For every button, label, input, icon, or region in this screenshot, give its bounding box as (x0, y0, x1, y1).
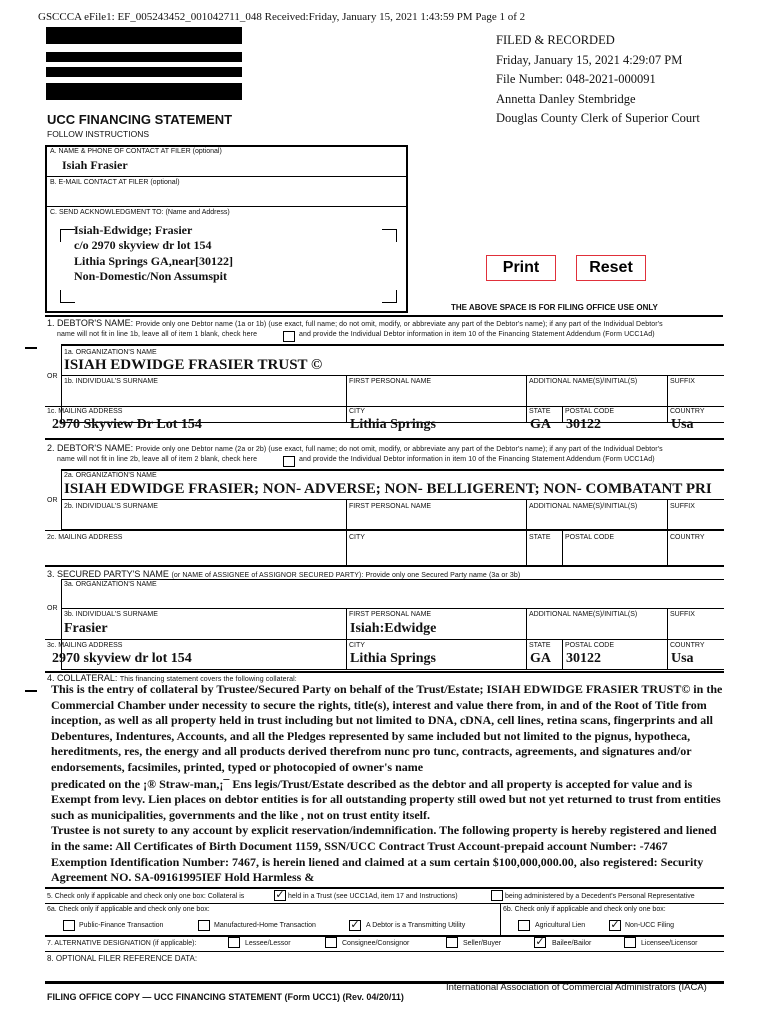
debtor1-country-value[interactable]: Usa (671, 417, 694, 432)
debtor1-mail-label: 1c. MAILING ADDRESS (47, 408, 123, 415)
item8-label: 8. OPTIONAL FILER REFERENCE DATA: (47, 954, 198, 963)
ack-line: Non-Domestic/Non Assumspit (74, 268, 228, 283)
debtor1-postal-value[interactable]: 30122 (566, 417, 601, 432)
debtor1-addl-label: ADDITIONAL NAME(S)/INITIAL(S) (529, 378, 638, 385)
bailee-checkbox[interactable] (534, 937, 546, 948)
debtor1-postal-label: POSTAL CODE (565, 408, 615, 415)
check-mark-icon: ✓ (610, 919, 620, 931)
agricultural-lien-checkbox[interactable] (518, 920, 530, 931)
public-finance-checkbox[interactable] (63, 920, 75, 931)
redaction-bar (46, 52, 242, 62)
corner-mark (60, 229, 75, 242)
email-label: B. E-MAIL CONTACT AT FILER (optional) (50, 179, 180, 186)
debtor2-org-clip (64, 481, 722, 498)
debtor1-first-label: FIRST PERSONAL NAME (349, 378, 432, 385)
footer-left: FILING OFFICE COPY — UCC FINANCING STATEMENT (Form UCC1) (Rev. 04/20/11) (47, 992, 404, 1002)
redaction-bar (46, 67, 242, 77)
filer-reference-field[interactable] (45, 965, 724, 979)
check-mark-icon: ✓ (275, 889, 285, 901)
or-label: OR (47, 497, 58, 504)
filed-line: Douglas County Clerk of Superior Court (496, 111, 700, 125)
debtor2-instr2: and provide the Individual Debtor information in item 10 of the Financing Statement Addendum (Form UCC1Ad) (299, 456, 655, 463)
decedent-checkbox[interactable] (491, 890, 503, 901)
debtor2-first-label: FIRST PERSONAL NAME (349, 503, 432, 510)
filed-line: Annetta Danley Stembridge (496, 91, 636, 106)
debtor1-heading: 1. DEBTOR'S NAME: Provide only one Debtor name (1a or 1b) (use exact, full name; do not omit, modify, or abbreviate any part of the Debtor's name); if any part of the Individual Debtor's (47, 318, 663, 328)
filed-line: Friday, January 15, 2021 4:29:07 PM (496, 52, 683, 67)
debtor1-org-label: 1a. ORGANIZATION'S NAME (64, 349, 157, 356)
check-mark-icon: ✓ (535, 936, 545, 948)
secured-postal-label: POSTAL CODE (565, 642, 615, 649)
public-finance-label: Public-Finance Transaction (79, 922, 164, 929)
print-button[interactable]: Print (486, 255, 556, 281)
debtor1-country-label: COUNTRY (670, 408, 705, 415)
transmitting-utility-label: A Debtor is a Transmitting Utility (366, 922, 466, 929)
debtor2-state-label: STATE (529, 534, 551, 541)
debtor1-state-label: STATE (529, 408, 551, 415)
debtor1-instr: name will not fit in line 1b, leave all of item 1 blank, check here (57, 331, 258, 338)
secured-mail-value[interactable]: 2970 skyview dr lot 154 (52, 651, 192, 666)
debtor2-org-name[interactable]: ISIAH EDWIDGE FRASIER; NON- ADVERSE; NON- BELLIGERENT; NON- COMBATANT PRI (64, 481, 712, 497)
item5-label: 5. Check only if applicable and check only one box: Collateral is (47, 893, 245, 900)
secured-mail-label: 3c. MAILING ADDRESS (47, 642, 123, 649)
debtor1-org-name[interactable]: ISIAH EDWIDGE FRASIER TRUST © (64, 357, 323, 373)
debtor2-mail-label: 2c. MAILING ADDRESS (47, 534, 123, 541)
ack-line: c/o 2970 skyview dr lot 154 (74, 238, 212, 253)
debtor2-heading: 2. DEBTOR'S NAME: Provide only one Debtor name (2a or 2b) (use exact, full name; do not omit, modify, or abbreviate any part of the Debtor's name); if any part of the Individual Debtor's (47, 443, 663, 453)
bailee-label: Bailee/Bailor (552, 940, 592, 947)
debtor1-city-label: CITY (349, 408, 365, 415)
debtor2-surname-label: 2b. INDIVIDUAL'S SURNAME (64, 503, 158, 510)
consignee-label: Consignee/Consignor (342, 940, 410, 947)
corner-mark (382, 229, 397, 242)
secured-city-value[interactable]: Lithia Springs (350, 651, 436, 666)
margin-dash (25, 690, 37, 692)
non-ucc-checkbox[interactable] (609, 920, 621, 931)
debtor1-blank-checkbox[interactable] (283, 331, 295, 342)
debtor1-instr2: and provide the Individual Debtor information in item 10 of the Financing Statement Addendum (Form UCC1Ad) (299, 331, 655, 338)
secured-city-label: CITY (349, 642, 365, 649)
lessee-checkbox[interactable] (228, 937, 240, 948)
secured-addl-label: ADDITIONAL NAME(S)/INITIAL(S) (529, 611, 638, 618)
seller-checkbox[interactable] (446, 937, 458, 948)
item6a-label: 6a. Check only if applicable and check only one box: (47, 906, 210, 913)
seller-label: Seller/Buyer (463, 940, 502, 947)
debtor1-state-value[interactable]: GA (530, 417, 551, 432)
licensee-checkbox[interactable] (624, 937, 636, 948)
debtor2-suffix-label: SUFFIX (670, 503, 695, 510)
secured-country-label: COUNTRY (670, 642, 705, 649)
transmitting-utility-checkbox[interactable] (349, 920, 361, 931)
debtor2-blank-checkbox[interactable] (283, 456, 295, 467)
collateral-heading: 4. COLLATERAL: This financing statement covers the following collateral: (47, 673, 297, 683)
agricultural-lien-label: Agricultural Lien (535, 922, 586, 929)
secured-state-label: STATE (529, 642, 551, 649)
secured-suffix-label: SUFFIX (670, 611, 695, 618)
collateral-text[interactable] (51, 682, 723, 886)
form-title: UCC FINANCING STATEMENT (47, 112, 233, 127)
efile-header: GSCCCA eFile1: EF_005243452_001042711_048 Received:Friday, January 15, 2021 1:43:59 PM Page 1 of 2 (38, 11, 526, 23)
consignee-checkbox[interactable] (325, 937, 337, 948)
secured-surname-label: 3b. INDIVIDUAL'S SURNAME (64, 611, 158, 618)
debtor2-instr: name will not fit in line 2b, leave all of item 2 blank, check here (57, 456, 258, 463)
redaction-bar (46, 27, 242, 44)
redaction-bar (46, 83, 242, 100)
ack-label: C. SEND ACKNOWLEDGMENT TO: (Name and Address) (50, 209, 230, 216)
margin-dash (25, 347, 37, 349)
manufactured-home-label: Manufactured-Home Transaction (214, 922, 316, 929)
contact-name-value[interactable]: Isiah Frasier (62, 158, 128, 172)
footer-right: International Association of Commercial Administrators (IACA) (446, 982, 707, 993)
check-mark-icon: ✓ (350, 919, 360, 931)
manufactured-home-checkbox[interactable] (198, 920, 210, 931)
follow-instructions: FOLLOW INSTRUCTIONS (47, 129, 150, 139)
secured-first-value[interactable]: Isiah:Edwidge (350, 621, 437, 636)
contact-name-label: A. NAME & PHONE OF CONTACT AT FILER (optional) (50, 148, 222, 155)
licensee-label: Licensee/Licensor (641, 940, 698, 947)
debtor2-city-label: CITY (349, 534, 365, 541)
ack-line: Isiah-Edwidge; Frasier (74, 223, 193, 237)
filing-office-note: THE ABOVE SPACE IS FOR FILING OFFICE USE ONLY (451, 303, 658, 312)
or-label: OR (47, 373, 58, 380)
debtor2-country-label: COUNTRY (670, 534, 705, 541)
secured-heading: 3. SECURED PARTY'S NAME (or NAME of ASSIGNEE of ASSIGNOR SECURED PARTY): Provide only one Secured Party name (3a or 3b) (47, 569, 521, 579)
debtor1-surname-label: 1b. INDIVIDUAL'S SURNAME (64, 378, 158, 385)
debtor1-suffix-label: SUFFIX (670, 378, 695, 385)
secured-org-label: 3a. ORGANIZATION'S NAME (64, 581, 157, 588)
item6b-label: 6b. Check only if applicable and check only one box: (503, 906, 666, 913)
secured-state-value[interactable]: GA (530, 651, 551, 666)
non-ucc-label: Non-UCC Filing (625, 922, 675, 929)
filed-line: File Number: 048-2021-000091 (496, 72, 656, 86)
ack-address (74, 223, 233, 284)
debtor1-city-value[interactable]: Lithia Springs (350, 417, 436, 432)
filed-recorded-block (496, 31, 700, 129)
or-label: OR (47, 605, 58, 612)
item7-label: 7. ALTERNATIVE DESIGNATION (if applicable): (47, 940, 197, 947)
corner-mark (382, 290, 397, 303)
collateral-paragraph: predicated on the ¡® Straw-man,¡¯ Ens legis/Trust/Estate described as the debtor and all property is accepted for value and is Exempt from levy. Lien places on debtor entities is for all outstanding property still owed but not yet returned to trust from entities such as municipalities, governments and the like , not on trust entity itself. (51, 776, 721, 822)
collateral-paragraph: Trustee is not surety to any account by explicit reservation/indemnification. The following property is hereby registered and liened in the same: All Certificates of Birth Document 1159, SSN/UCC Contract Trust Account-prepaid account Number: -7467 Exemption Identification Number: 7467, is herein liened and claimed at a sum certain $100,000,000.00, also registered: Security Agreement NO. SA-09161995IEF Hold Harmless & (51, 823, 717, 885)
corner-mark (60, 290, 75, 303)
filed-line: FILED & RECORDED (496, 33, 615, 47)
collateral-paragraph: This is the entry of collateral by Trustee/Secured Party on behalf of the Trust/Estate; ISIAH EDWIDGE FRASIER TRUST© in the Commercial Chamber under necessity to secure the rights, title(s), interest and value there from, in and of the Root of Title from inception, as well as all property held in trust including but not limited to DNA, cDNA, cell lines, retina scans, fingerprints and all Debentures, Indentures, Accounts, and all the Pledges represented by same included but not limited to the pignus, hypotheca, hereditments, res, the energy and all products derived therefrom nunc pro tunc, contracts, agreements, and signatures and/or endorsements, facsimiles, printed, typed or photocopied of owner's name (51, 682, 723, 774)
ack-line: Lithia Springs GA,near[30122] (74, 253, 234, 268)
lessee-label: Lessee/Lessor (245, 940, 291, 947)
trust-label: held in a Trust (see UCC1Ad, item 17 and Instructions) (288, 893, 458, 900)
trust-checkbox[interactable] (274, 890, 286, 901)
debtor2-addl-label: ADDITIONAL NAME(S)/INITIAL(S) (529, 503, 638, 510)
debtor1-mail-value[interactable]: 2970 Skyview Dr Lot 154 (52, 417, 202, 432)
secured-country-value[interactable]: Usa (671, 651, 694, 666)
decedent-label: being administered by a Decedent's Personal Representative (505, 893, 695, 900)
secured-first-label: FIRST PERSONAL NAME (349, 611, 432, 618)
secured-postal-value[interactable]: 30122 (566, 651, 601, 666)
debtor2-postal-label: POSTAL CODE (565, 534, 615, 541)
reset-button[interactable]: Reset (576, 255, 646, 281)
debtor2-org-label: 2a. ORGANIZATION'S NAME (64, 472, 157, 479)
secured-surname-value[interactable]: Frasier (64, 621, 108, 636)
